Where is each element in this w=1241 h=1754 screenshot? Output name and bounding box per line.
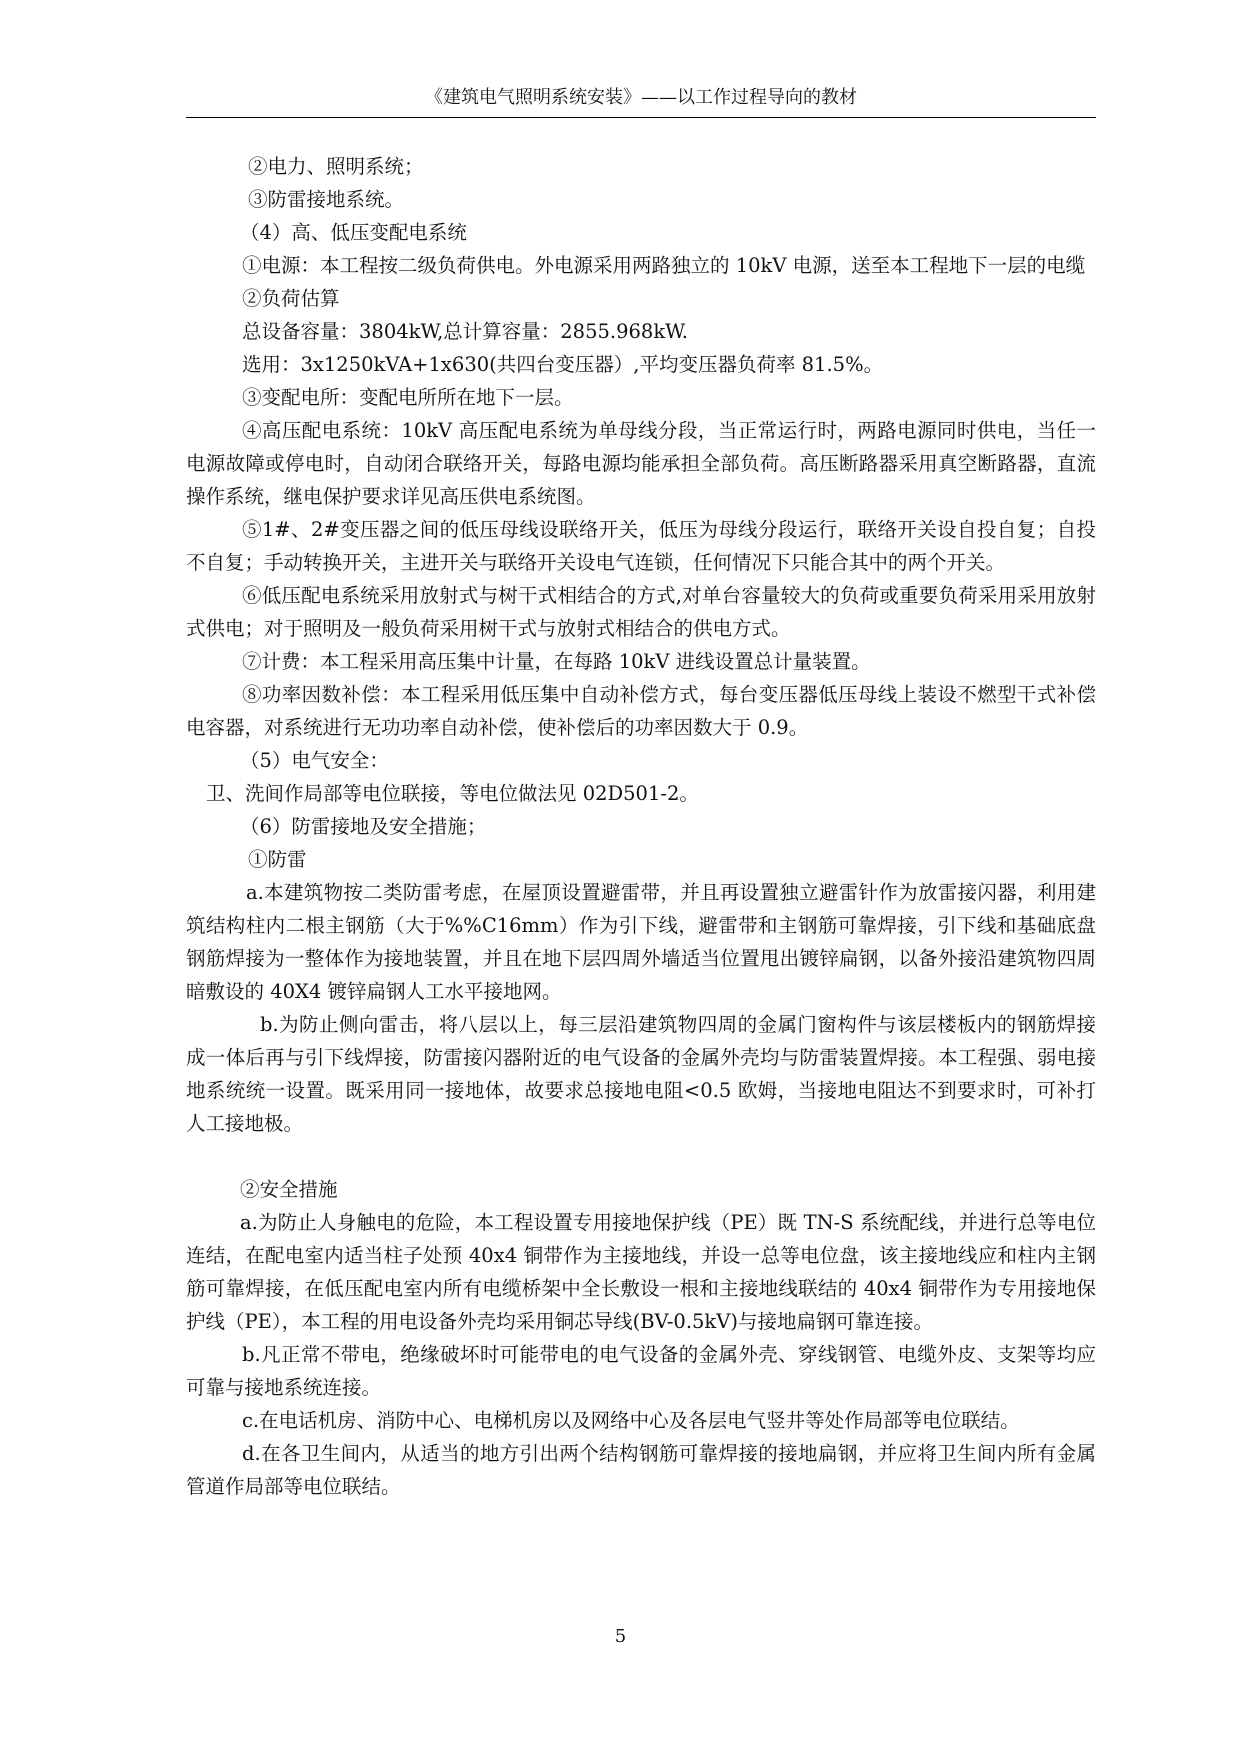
paragraph: 卫、洗间作局部等电位联接，等电位做法见 02D501-2。 — [206, 782, 699, 805]
section-heading: （6）防雷接地及安全措施； — [240, 815, 487, 838]
paragraph: a.本建筑物按二类防雷考虑，在屋顶设置避雷带，并且再设置独立避雷针作为放雷接闪器，利用建筑结构柱内二根主钢筋（大于%%C16mm）作为引下线，避雷带和主钢筋可靠焊接，引下线和基础底盘钢筋焊接为一整体作为接地装置，并且在地下层四周外墙适当位置甩出镀锌扁钢，以备外接沿建筑物四周暗敷设的 40X4 镀锌扁钢人工水平接地网。 — [186, 881, 1096, 1003]
subheading: ①防雷 — [248, 848, 307, 871]
paragraph: ⑧功率因数补偿：本工程采用低压集中自动补偿方式，每台变压器低压母线上装设不燃型干式补偿电容器，对系统进行无功功率自动补偿，使补偿后的功率因数大于 0.9。 — [186, 683, 1096, 739]
paragraph: b.凡正常不带电，绝缘破坏时可能带电的电气设备的金属外壳、穿线钢管、电缆外皮、支架等均应可靠与接地系统连接。 — [186, 1343, 1096, 1399]
paragraph: 选用：3x1250kVA+1x630(共四台变压器）,平均变压器负荷率 81.5%。 — [242, 353, 884, 376]
paragraph: ④高压配电系统：10kV 高压配电系统为单母线分段，当正常运行时，两路电源同时供电，当任一电源故障或停电时，自动闭合联络开关，每路电源均能承担全部负荷。高压断路器采用真空断路器，直流操作系统，继电保护要求详见高压供电系统图。 — [186, 419, 1096, 508]
page-number: 5 — [614, 1626, 627, 1647]
page-header: 《建筑电气照明系统安装》——以工作过程导向的教材 — [186, 86, 1096, 118]
document-body — [186, 150, 1096, 1503]
paragraph: ②电力、照明系统； — [248, 155, 424, 178]
subheading: ②负荷估算 — [242, 287, 340, 310]
paragraph: c.在电话机房、消防中心、电梯机房以及网络中心及各层电气竖井等处作局部等电位联结。 — [242, 1409, 1020, 1432]
paragraph: ①电源：本工程按二级负荷供电。外电源采用两路独立的 10kV 电源，送至本工程地下一层的电缆 — [242, 254, 1086, 277]
paragraph: b.为防止侧向雷击，将八层以上，每三层沿建筑物四周的金属门窗构件与该层楼板内的钢筋焊接成一体后再与引下线焊接，防雷接闪器附近的电气设备的金属外壳均与防雷装置焊接。本工程强、弱电接地系统统一设置。既采用同一接地体，故要求总接地电阻<0.5 欧姆，当接地电阻达不到要求时，可补打人工接地极。 — [186, 1013, 1096, 1135]
paragraph: ③变配电所：变配电所所在地下一层。 — [242, 386, 574, 409]
subheading: ②安全措施 — [240, 1178, 338, 1201]
paragraph: ⑦计费：本工程采用高压集中计量，在每路 10kV 进线设置总计量装置。 — [242, 650, 871, 673]
paragraph: ⑤1#、2#变压器之间的低压母线设联络开关，低压为母线分段运行，联络开关设自投自复；自投不自复；手动转换开关，主进开关与联络开关设电气连锁，任何情况下只能合其中的两个开关。 — [186, 518, 1096, 574]
blank-line — [186, 1140, 1096, 1173]
paragraph: ⑥低压配电系统采用放射式与树干式相结合的方式,对单台容量较大的负荷或重要负荷采用采用放射式供电；对于照明及一般负荷采用树干式与放射式相结合的供电方式。 — [186, 584, 1096, 640]
paragraph: d.在各卫生间内，从适当的地方引出两个结构钢筋可靠焊接的接地扁钢，并应将卫生间内所有金属管道作局部等电位联结。 — [186, 1442, 1096, 1498]
paragraph: ③防雷接地系统。 — [248, 188, 405, 211]
paragraph: a.为防止人身触电的危险，本工程设置专用接地保护线（PE）既 TN-S 系统配线，并进行总等电位连结，在配电室内适当柱子处预 40x4 铜带作为主接地线，并设一总等电位盘，该主接地线应和柱内主钢筋可靠焊接，在低压配电室内所有电缆桥架中全长敷设一根和主接地线联结的 40x4 铜带作为专用接地保护线（PE），本工程的用电设备外壳均采用铜芯导线(BV-0.5kV)与接地扁钢可靠连接。 — [186, 1211, 1096, 1333]
paragraph: 总设备容量：3804kW,总计算容量：2855.968kW. — [242, 320, 688, 343]
section-heading: （5）电气安全： — [240, 749, 389, 772]
section-heading: （4）高、低压变配电系统 — [240, 221, 467, 244]
